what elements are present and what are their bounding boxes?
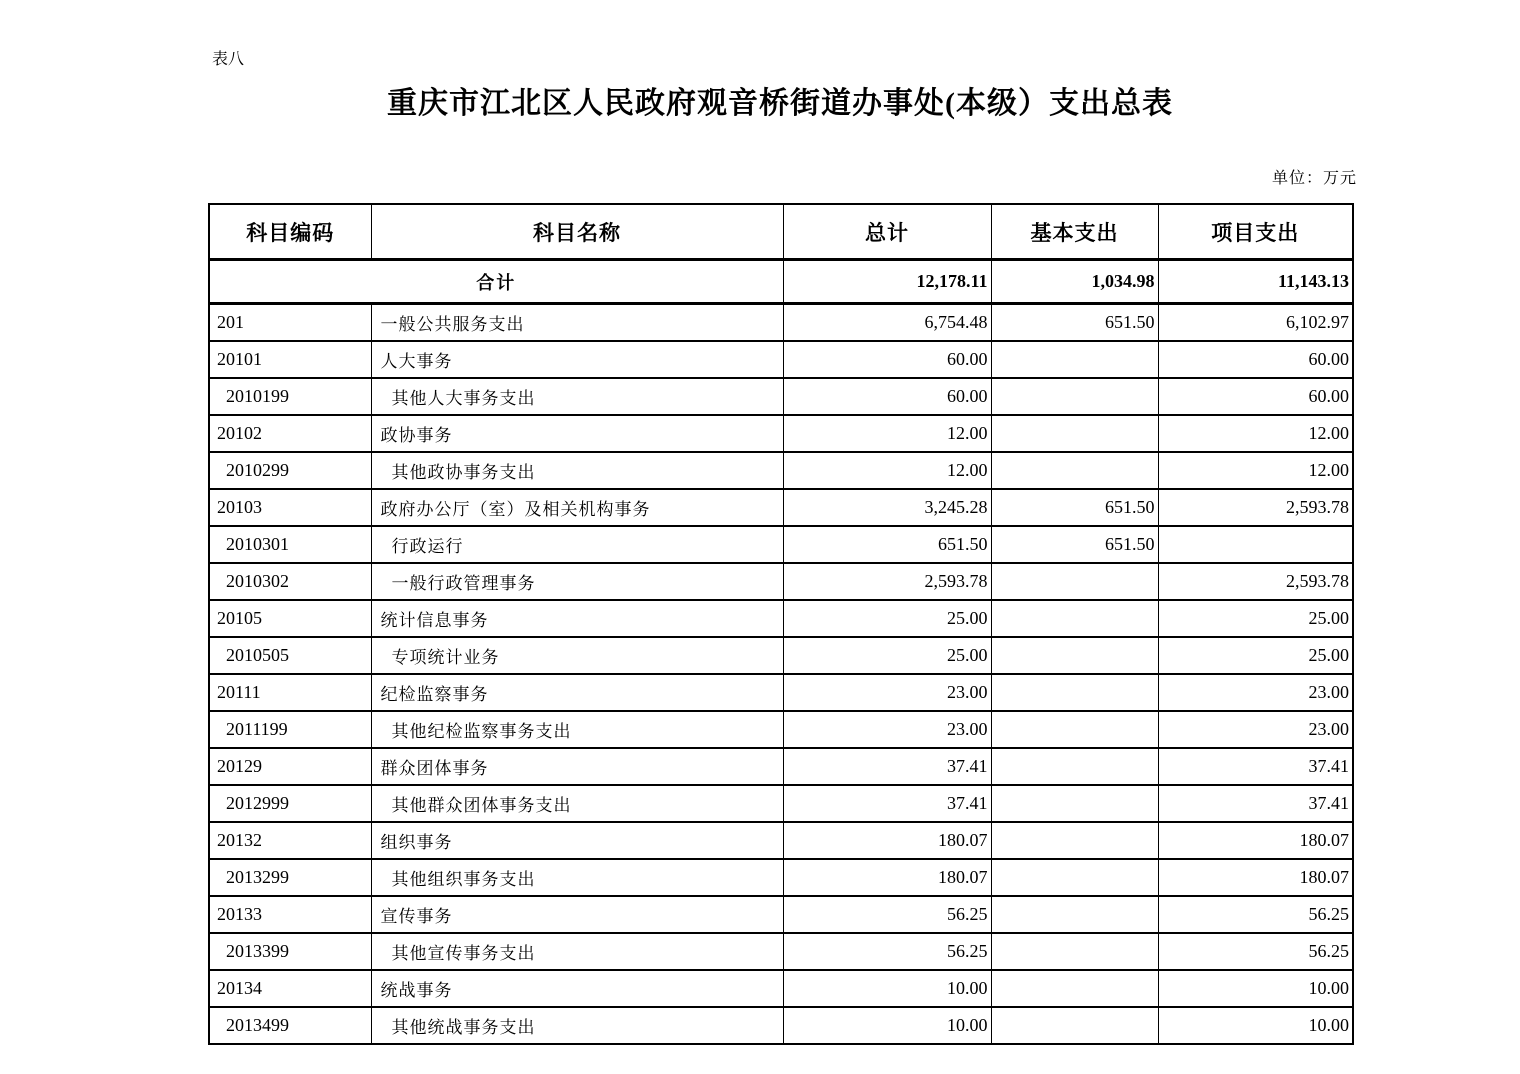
subject-code-cell: 2010199 [209,378,371,415]
basic-value-cell [991,415,1158,452]
col-header-subject-name: 科目名称 [371,204,783,260]
table-row [209,304,1353,342]
col-header-total: 总计 [783,204,991,260]
subject-code-cell: 20101 [209,341,371,378]
subject-name-cell: 群众团体事务 [371,748,783,785]
project-value-cell: 12.00 [1158,415,1353,452]
subject-name-cell: 宣传事务 [371,896,783,933]
col-header-project: 项目支出 [1158,204,1353,260]
project-value-cell: 56.25 [1158,933,1353,970]
page-title: 重庆市江北区人民政府观音桥街道办事处(本级）支出总表 [387,87,1173,120]
total-value-cell: 12.00 [783,452,991,489]
table-row [209,933,1353,970]
subject-code-cell: 20105 [209,600,371,637]
subject-code-cell: 2013299 [209,859,371,896]
table-row [209,896,1353,933]
basic-value-cell [991,452,1158,489]
subject-name-cell: 其他统战事务支出 [371,1007,783,1044]
project-value-cell: 25.00 [1158,600,1353,637]
total-row-basic: 1,034.98 [991,260,1158,304]
table-row [209,785,1353,822]
total-value-cell: 180.07 [783,859,991,896]
project-value-cell: 60.00 [1158,341,1353,378]
total-value-cell: 3,245.28 [783,489,991,526]
project-value-cell: 37.41 [1158,748,1353,785]
table-row [209,489,1353,526]
project-value-cell: 6,102.97 [1158,304,1353,342]
table-row [209,637,1353,674]
basic-value-cell [991,896,1158,933]
subject-name-cell: 统战事务 [371,970,783,1007]
basic-value-cell [991,711,1158,748]
subject-name-cell: 其他群众团体事务支出 [371,785,783,822]
table-row [209,600,1353,637]
subject-code-cell: 2010302 [209,563,371,600]
project-value-cell: 10.00 [1158,970,1353,1007]
total-value-cell: 180.07 [783,822,991,859]
subject-code-cell: 201 [209,304,371,342]
expenditure-table [208,203,1354,1045]
basic-value-cell [991,933,1158,970]
subject-name-cell: 其他人大事务支出 [371,378,783,415]
project-value-cell: 23.00 [1158,674,1353,711]
basic-value-cell [991,1007,1158,1044]
subject-code-cell: 2010301 [209,526,371,563]
subject-code-cell: 20111 [209,674,371,711]
col-header-subject-code: 科目编码 [209,204,371,260]
total-value-cell: 25.00 [783,637,991,674]
basic-value-cell [991,341,1158,378]
table-row [209,822,1353,859]
subject-name-cell: 纪检监察事务 [371,674,783,711]
subject-code-cell: 20103 [209,489,371,526]
basic-value-cell [991,600,1158,637]
table-row [209,452,1353,489]
basic-value-cell [991,674,1158,711]
basic-value-cell: 651.50 [991,489,1158,526]
subject-name-cell: 其他宣传事务支出 [371,933,783,970]
basic-value-cell [991,748,1158,785]
subject-code-cell: 20134 [209,970,371,1007]
subject-code-cell: 20129 [209,748,371,785]
total-value-cell: 10.00 [783,970,991,1007]
subject-name-cell: 一般公共服务支出 [371,304,783,342]
subject-name-cell: 统计信息事务 [371,600,783,637]
project-value-cell: 60.00 [1158,378,1353,415]
total-value-cell: 37.41 [783,748,991,785]
total-row-label: 合计 [209,260,783,304]
table-row [209,859,1353,896]
subject-code-cell: 20133 [209,896,371,933]
subject-code-cell: 2010299 [209,452,371,489]
subject-code-cell: 2010505 [209,637,371,674]
basic-value-cell [991,970,1158,1007]
basic-value-cell: 651.50 [991,304,1158,342]
subject-name-cell: 行政运行 [371,526,783,563]
subject-name-cell: 政协事务 [371,415,783,452]
total-value-cell: 37.41 [783,785,991,822]
project-value-cell: 12.00 [1158,452,1353,489]
table-row [209,526,1353,563]
total-row [209,260,1353,304]
total-value-cell: 12.00 [783,415,991,452]
basic-value-cell [991,822,1158,859]
table-row [209,1007,1353,1044]
basic-value-cell [991,785,1158,822]
subject-code-cell: 20132 [209,822,371,859]
total-value-cell: 651.50 [783,526,991,563]
basic-value-cell [991,637,1158,674]
total-value-cell: 25.00 [783,600,991,637]
table-row [209,674,1353,711]
table-row [209,711,1353,748]
project-value-cell: 10.00 [1158,1007,1353,1044]
table-row [209,378,1353,415]
total-value-cell: 56.25 [783,896,991,933]
total-value-cell: 2,593.78 [783,563,991,600]
col-header-basic: 基本支出 [991,204,1158,260]
total-row-project: 11,143.13 [1158,260,1353,304]
total-value-cell: 56.25 [783,933,991,970]
sheet-label: 表八 [212,51,245,68]
subject-code-cell: 2011199 [209,711,371,748]
total-value-cell: 6,754.48 [783,304,991,342]
total-row-total: 12,178.11 [783,260,991,304]
unit-note: 单位：万元 [1271,170,1357,187]
subject-name-cell: 专项统计业务 [371,637,783,674]
subject-name-cell: 组织事务 [371,822,783,859]
header-row [209,204,1353,260]
total-value-cell: 23.00 [783,711,991,748]
subject-name-cell: 人大事务 [371,341,783,378]
subject-name-cell: 其他政协事务支出 [371,452,783,489]
table-row [209,415,1353,452]
subject-name-cell: 其他纪检监察事务支出 [371,711,783,748]
table-row [209,341,1353,378]
total-value-cell: 10.00 [783,1007,991,1044]
total-value-cell: 60.00 [783,341,991,378]
project-value-cell [1158,526,1353,563]
total-value-cell: 60.00 [783,378,991,415]
basic-value-cell [991,378,1158,415]
total-value-cell: 23.00 [783,674,991,711]
table-row [209,563,1353,600]
project-value-cell: 23.00 [1158,711,1353,748]
subject-name-cell: 其他组织事务支出 [371,859,783,896]
basic-value-cell: 651.50 [991,526,1158,563]
project-value-cell: 2,593.78 [1158,489,1353,526]
project-value-cell: 180.07 [1158,859,1353,896]
table-row [209,970,1353,1007]
project-value-cell: 56.25 [1158,896,1353,933]
project-value-cell: 25.00 [1158,637,1353,674]
project-value-cell: 37.41 [1158,785,1353,822]
subject-code-cell: 20102 [209,415,371,452]
subject-code-cell: 2013399 [209,933,371,970]
project-value-cell: 2,593.78 [1158,563,1353,600]
subject-name-cell: 一般行政管理事务 [371,563,783,600]
subject-code-cell: 2012999 [209,785,371,822]
basic-value-cell [991,563,1158,600]
basic-value-cell [991,859,1158,896]
subject-name-cell: 政府办公厅（室）及相关机构事务 [371,489,783,526]
subject-code-cell: 2013499 [209,1007,371,1044]
table-row [209,748,1353,785]
table-body [209,260,1353,1045]
project-value-cell: 180.07 [1158,822,1353,859]
